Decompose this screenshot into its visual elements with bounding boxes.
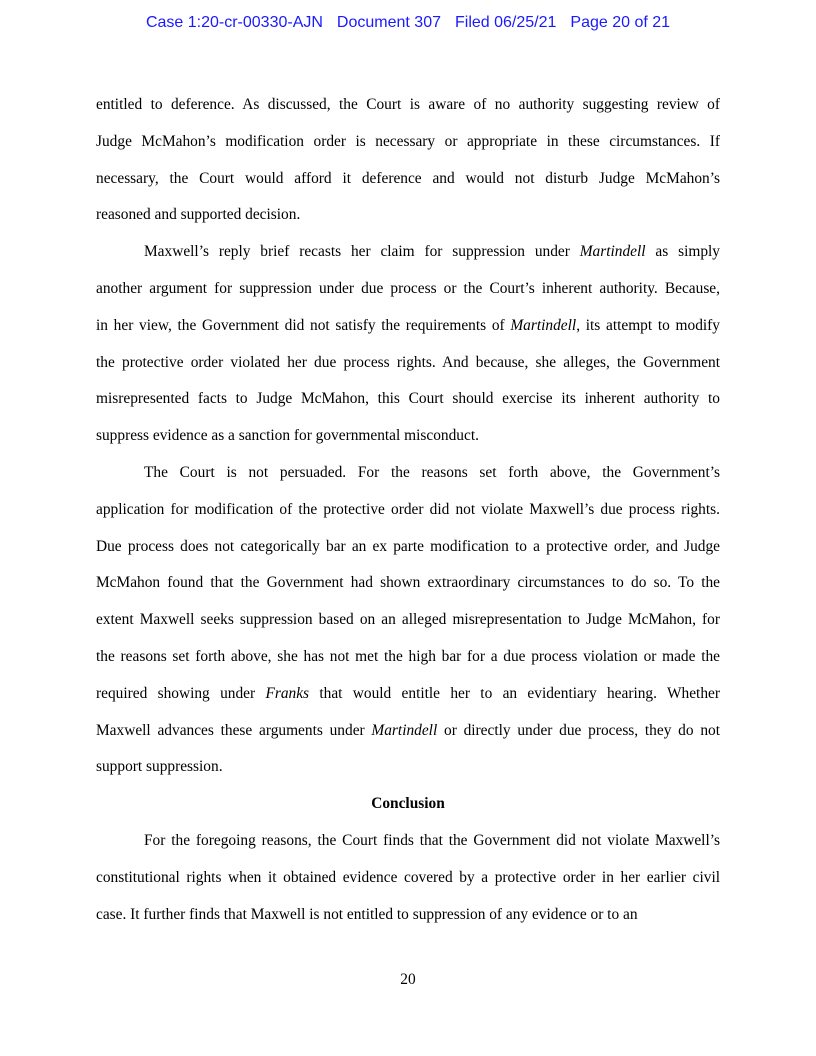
text-line: Maxwell advances these arguments under Martindell or directly under due process, they do not	[96, 721, 720, 739]
page-number: 20	[400, 971, 416, 988]
case-number: Case 1:20-cr-00330-AJN	[145, 14, 323, 31]
document-number: Document 307	[336, 14, 441, 31]
text-line: support suppression.	[96, 758, 223, 776]
case-citation: Martindell	[371, 721, 438, 739]
document-body	[96, 87, 720, 933]
text-line: case. It further finds that Maxwell is not entitled to suppression of any evidence or to an	[96, 905, 638, 923]
text-line: another argument for suppression under due process or the Court’s inherent authority. Because,	[96, 279, 720, 297]
paragraph	[96, 87, 720, 234]
text-line: extent Maxwell seeks suppression based on an alleged misrepresentation to Judge McMahon, for	[96, 611, 720, 629]
text-line: in her view, the Government did not satisfy the requirements of Martindell, its attempt to modify	[96, 316, 720, 334]
text-line: required showing under Franks that would entitle her to an evidentiary hearing. Whether	[96, 684, 720, 702]
text-line: Maxwell’s reply brief recasts her claim for suppression under Martindell as simply	[144, 243, 720, 261]
text-line: McMahon found that the Government had shown extraordinary circumstances to do so. To the	[96, 574, 720, 592]
paragraph	[96, 455, 720, 786]
case-citation: Martindell	[579, 243, 646, 261]
text-line: necessary, the Court would afford it deference and would not disturb Judge McMahon’s	[96, 169, 720, 187]
text-line: the reasons set forth above, she has not met the high bar for a due process violation or made the	[96, 647, 720, 665]
text-line: Due process does not categorically bar an ex parte modification to a protective order, and Judge	[96, 537, 720, 555]
text-line: Judge McMahon’s modification order is necessary or appropriate in these circumstances. If	[96, 132, 720, 150]
case-citation: Franks	[265, 684, 310, 702]
text-line: suppress evidence as a sanction for governmental misconduct.	[96, 427, 479, 445]
case-citation: Martindell	[510, 316, 577, 334]
paragraph	[96, 234, 720, 455]
text-line: the protective order violated her due process rights. And because, she alleges, the Government	[96, 353, 720, 371]
text-line: application for modification of the protective order did not violate Maxwell’s due process rights.	[96, 500, 720, 518]
filed-date: Filed 06/25/21	[454, 14, 557, 31]
text-line: constitutional rights when it obtained evidence covered by a protective order in her earlier civil	[96, 868, 720, 886]
ecf-header	[0, 14, 816, 32]
paragraph	[96, 823, 720, 933]
text-line: The Court is not persuaded. For the reasons set forth above, the Government’s	[144, 463, 720, 481]
text-line: misrepresented facts to Judge McMahon, this Court should exercise its inherent authority to	[96, 390, 720, 408]
text-line: For the foregoing reasons, the Court finds that the Government did not violate Maxwell’s	[144, 831, 720, 849]
page-count: Page 20 of 21	[570, 14, 671, 31]
section-heading: Conclusion	[371, 795, 445, 813]
text-line: reasoned and supported decision.	[96, 206, 301, 224]
text-line: entitled to deference. As discussed, the Court is aware of no authority suggesting review of	[96, 96, 720, 113]
